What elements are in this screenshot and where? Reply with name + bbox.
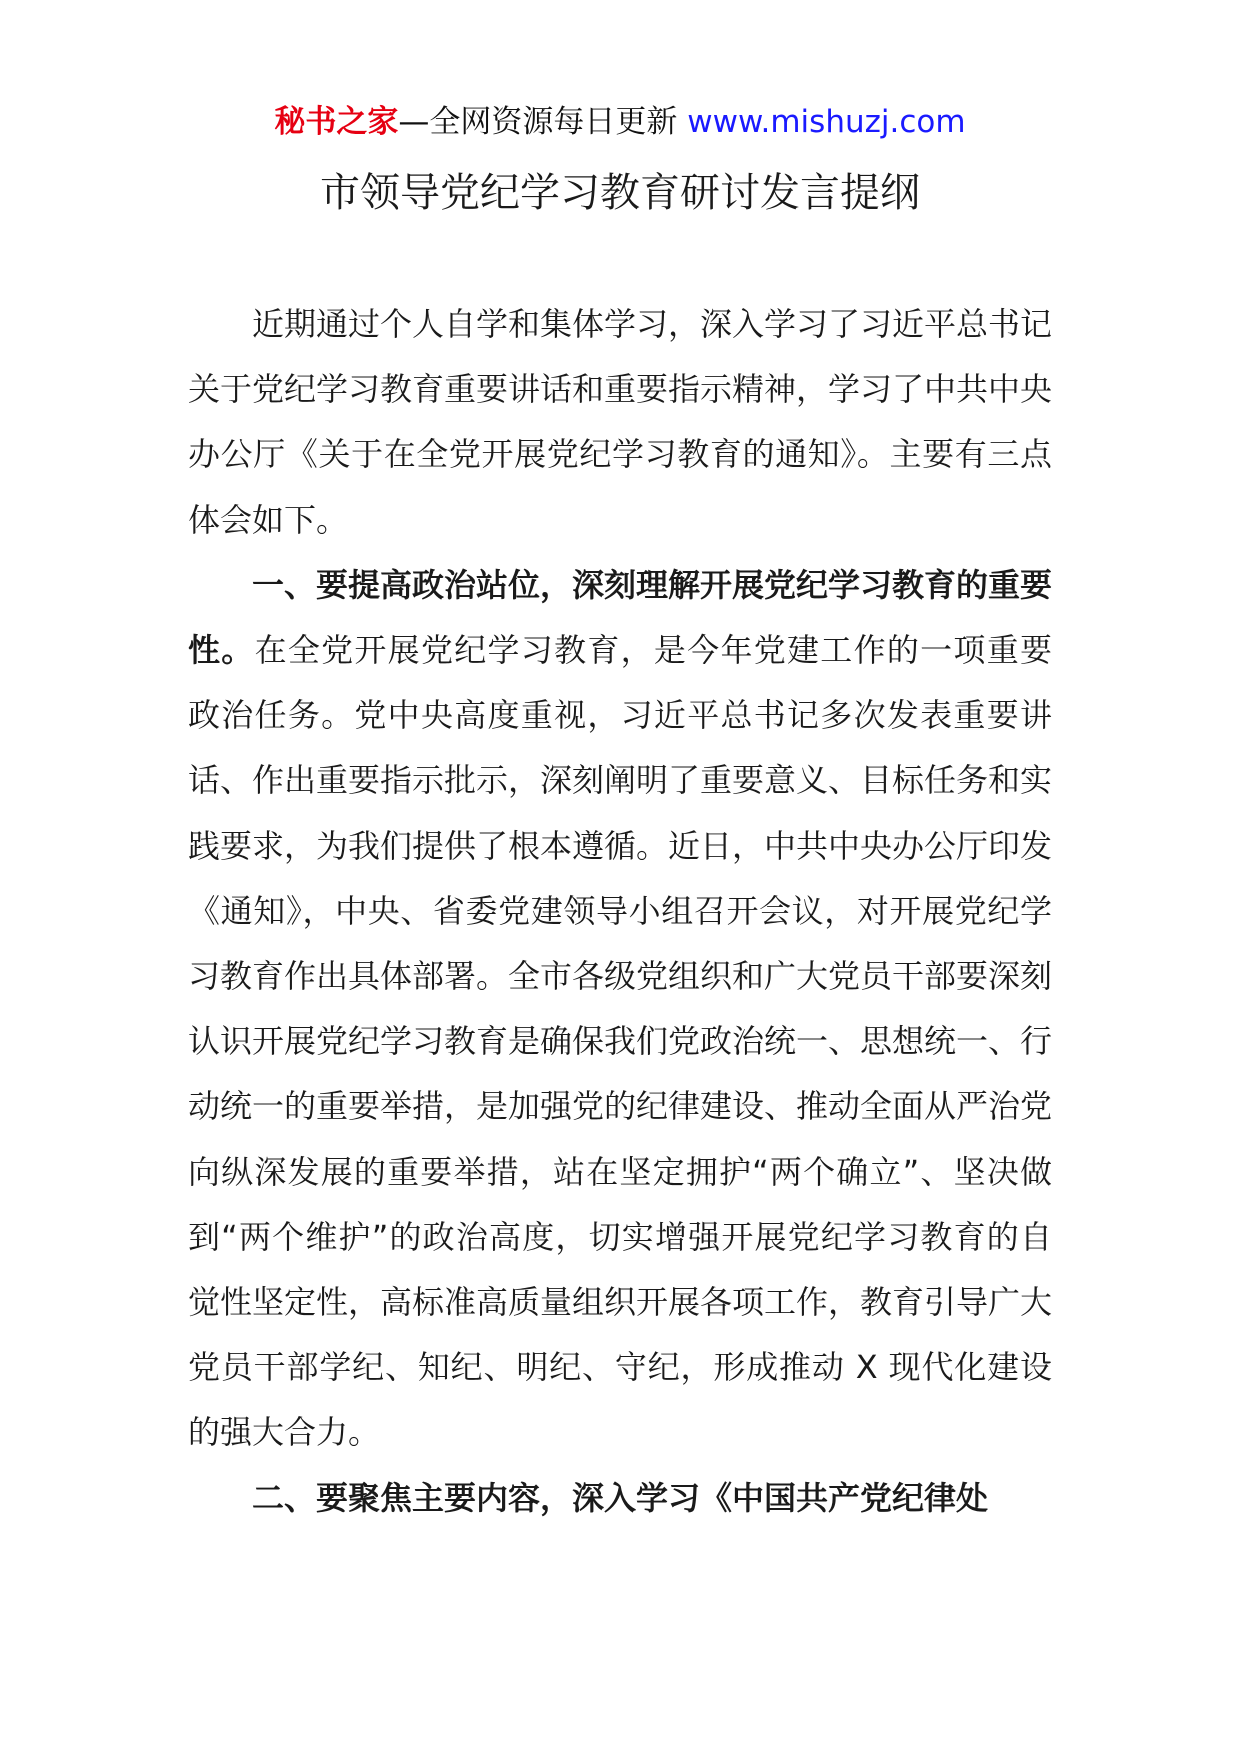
document-title: 市领导党纪学习教育研讨发言提纲: [320, 170, 920, 216]
paragraph-text: 在全党开展党纪学习教育，是今年党建工作的一项重要政治任务。党中央高度重视，习近平总书记多次发表重要讲话、作出重要指示批示，深刻阐明了重要意义、目标任务和实践要求，为我们提供了根本遵循。近日，中共中央办公厅印发《通知》，中央、省委党建领导小组召开会议，对开展党纪学习教育作出具体部署。全市各级党组织和广大党员干部要深刻认识开展党纪学习教育是确保我们党政治统一、思想统一、行动统一的重要举措，是加强党的纪律建设、推动全面从严治党向纵深发展的重要举措，站在坚定拥护“两个确立”、坚决做到“两个维护”的政治高度，切实增强开展党纪学习教育的自觉性坚定性，高标准高质量组织开展各项工作，教育引导广大党员干部学纪、知纪、明纪、守纪，形成推动 X 现代化建设的强大合力。: [188, 631, 1053, 1452]
paragraph-text: 近期通过个人自学和集体学习，深入学习了习近平总书记关于党纪学习教育重要讲话和重要指示精神，学习了中共中央办公厅《关于在全党开展党纪学习教育的通知》。主要有三点体会如下。: [188, 305, 1053, 539]
paragraph-section-two: [188, 1466, 1052, 1531]
section-two-heading: 二、要聚焦主要内容，深入学习《中国共产党纪律处: [252, 1478, 989, 1517]
paragraph-intro: [188, 292, 1052, 553]
document-body: [188, 292, 1052, 1531]
header-tagline: —全网资源每日更新: [398, 104, 678, 140]
brand-name: 秘书之家: [274, 104, 399, 140]
site-url[interactable]: www.mishuzj.com: [687, 104, 966, 140]
section-one-heading: 一、要提高政治站位，深刻理解开展党纪学习教育的重要性。: [188, 565, 1053, 670]
paragraph-section-one: [188, 553, 1052, 1466]
header-banner: [0, 100, 1240, 144]
